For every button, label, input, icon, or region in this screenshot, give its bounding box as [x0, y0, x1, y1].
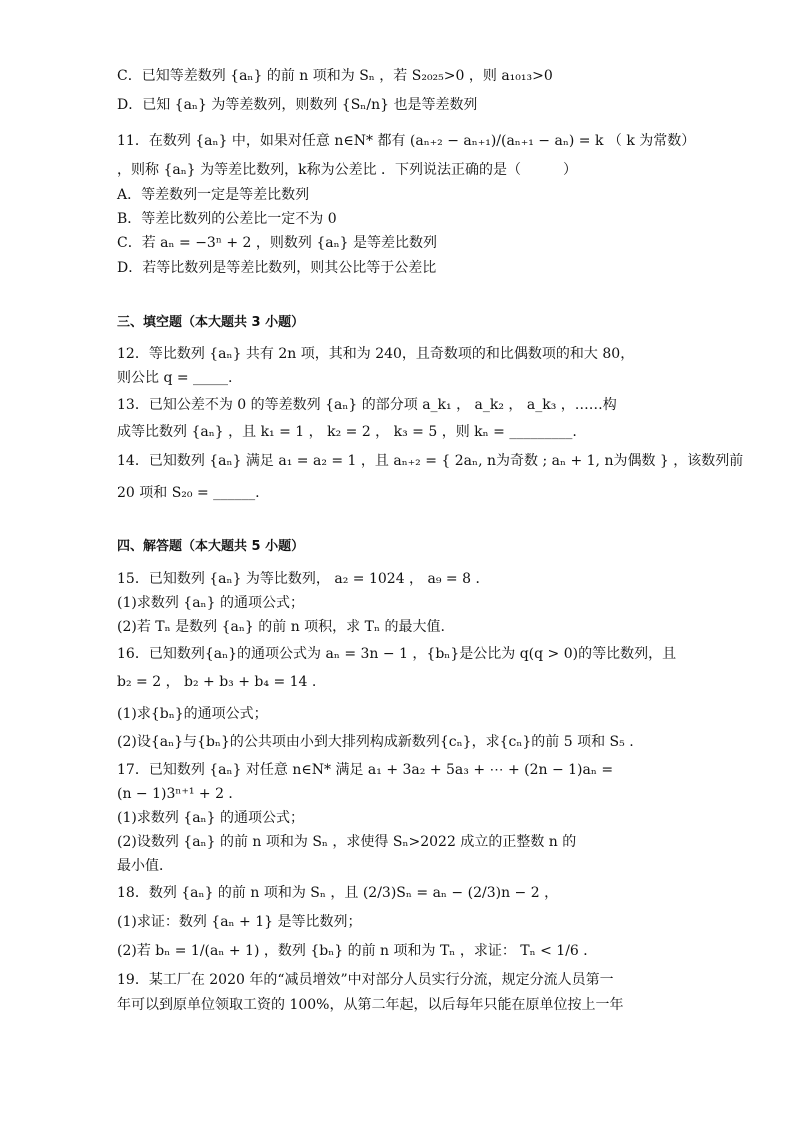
question-13-cont: 成等比数列 {aₙ} ，且 k₁ = 1 ， k₂ = 2 ， k₃ = 5 ，则 kₙ = _________. — [117, 424, 577, 440]
question-17-part-2: (2)设数列 {aₙ} 的前 n 项和为 Sₙ ，求使得 Sₙ>2022 成立的正整数 n 的 — [117, 834, 577, 850]
question-12-cont: 则公比 q = _____. — [117, 370, 233, 386]
section-heading-answer: 四、解答题（本大题共 5 小题） — [117, 539, 305, 554]
question-15-part-2: (2)若 Tₙ 是数列 {aₙ} 的前 n 项积，求 Tₙ 的最大值. — [117, 619, 445, 635]
question-16-part-1: (1)求{bₙ}的通项公式； — [117, 706, 268, 722]
question-11-stem: 11．在数列 {aₙ} 中，如果对任意 n∈N* 都有 (aₙ₊₂ − aₙ₊₁)/(aₙ₊₁ − aₙ) = k （ k 为常数） — [117, 133, 696, 149]
option-d-q10: D．已知 {aₙ} 为等差数列，则数列 {Sₙ/n} 也是等差数列 — [117, 97, 478, 113]
option-d-q11: D．若等比数列是等差比数列，则其公比等于公差比 — [117, 260, 437, 276]
question-14-cont: 20 项和 S₂₀ = ______. — [117, 485, 260, 501]
question-14: 14．已知数列 {aₙ} 满足 a₁ = a₂ = 1 ，且 aₙ₊₂ = { 2aₙ, n为奇数 ; aₙ + 1, n为偶数 } ，该数列前 — [117, 453, 744, 469]
question-16-part-2: (2)设{aₙ}与{bₙ}的公共项由小到大排列构成新数列{cₙ}，求{cₙ}的前 5 项和 S₅ . — [117, 734, 634, 750]
option-a-q11: A．等差数列一定是等差比数列 — [117, 187, 310, 203]
question-15-part-1: (1)求数列 {aₙ} 的通项公式； — [117, 595, 304, 611]
question-19-cont: 年可以到原单位领取工资的 100%，从第二年起，以后每年只能在原单位按上一年 — [117, 997, 624, 1013]
question-18-part-1: (1)求证：数列 {aₙ + 1} 是等比数列； — [117, 914, 362, 930]
question-12: 12．等比数列 {aₙ} 共有 2n 项，其和为 240，且奇数项的和比偶数项的和大 80， — [117, 346, 635, 362]
option-c-q11: C．若 aₙ = −3ⁿ + 2 ，则数列 {aₙ} 是等差比数列 — [117, 235, 437, 251]
question-17-cont: (n − 1)3ⁿ⁺¹ + 2 ． — [117, 786, 243, 802]
question-17-part-2-cont: 最小值． — [117, 858, 173, 874]
option-c-q10: C．已知等差数列 {aₙ} 的前 n 项和为 Sₙ ，若 S₂₀₂₅>0 ，则 a₁₀₁₃>0 — [117, 68, 553, 84]
question-16-cont: b₂ = 2 ， b₂ + b₃ + b₄ = 14 . — [117, 674, 317, 690]
question-17: 17．已知数列 {aₙ} 对任意 n∈N* 满足 a₁ + 3a₂ + 5a₃ + ⋯ + (2n − 1)aₙ = — [117, 762, 614, 778]
section-heading-fill-in: 三、填空题（本大题共 3 小题） — [117, 315, 305, 330]
question-17-part-1: (1)求数列 {aₙ} 的通项公式； — [117, 810, 304, 826]
option-b-q11: B．等差比数列的公差比一定不为 0 — [117, 211, 337, 227]
question-16: 16．已知数列{aₙ}的通项公式为 aₙ = 3n − 1 ，{bₙ}是公比为 q(q > 0)的等比数列，且 — [117, 646, 677, 662]
question-13: 13．已知公差不为 0 的等差数列 {aₙ} 的部分项 a_k₁ ， a_k₂ ， a_k₃ ，……构 — [117, 397, 617, 413]
question-18-part-2: (2)若 bₙ = 1/(aₙ + 1) ，数列 {bₙ} 的前 n 项和为 Tₙ ，求证： Tₙ < 1/6 ． — [117, 943, 598, 959]
question-18: 18．数列 {aₙ} 的前 n 项和为 Sₙ ，且 (2/3)Sₙ = aₙ − (2/3)n − 2 ， — [117, 885, 559, 901]
question-19: 19．某工厂在 2020 年的“减员增效”中对部分人员实行分流，规定分流人员第一 — [117, 972, 614, 988]
question-15: 15．已知数列 {aₙ} 为等比数列， a₂ = 1024 ， a₉ = 8 ． — [117, 571, 490, 587]
question-11-stem-cont: ，则称 {aₙ} 为等差比数列，k称为公差比 ．下列说法正确的是（ ） — [117, 162, 578, 178]
